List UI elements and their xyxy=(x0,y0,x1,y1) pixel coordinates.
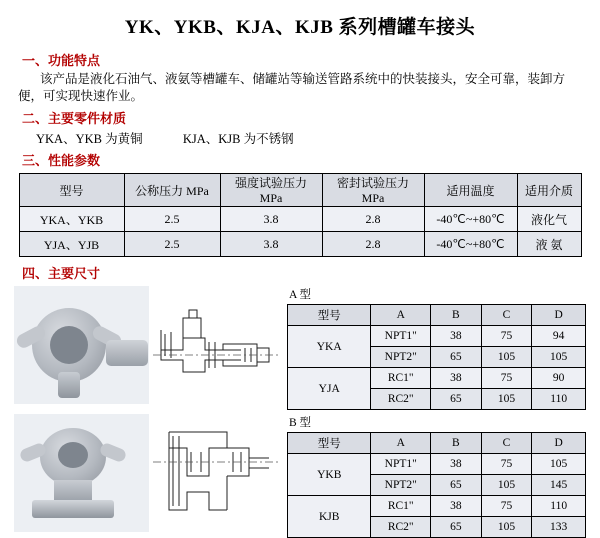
dim-a-r0-c4: 94 xyxy=(532,326,586,347)
dim-a-r1-c3: 105 xyxy=(481,347,532,368)
material-line xyxy=(36,129,586,147)
perf-r0-c0: YKA、YKB xyxy=(19,207,124,232)
material-left: YKA、YKB 为黄铜 xyxy=(36,132,143,146)
perf-col-1: 公称压力 MPa xyxy=(124,174,220,207)
dim-a-r2-model: YJA xyxy=(288,368,371,410)
table-row xyxy=(288,326,586,347)
dim-a-r2-c4: 90 xyxy=(532,368,586,389)
table-row xyxy=(288,454,586,475)
perf-col-4: 适用温度 xyxy=(424,174,517,207)
material-right: KJA、KJB 为不锈钢 xyxy=(182,132,294,146)
section-heading-features: 一、功能特点 xyxy=(22,53,101,68)
dim-b-r1-c3: 105 xyxy=(481,475,532,496)
perf-r0-c2: 3.8 xyxy=(220,207,322,232)
dim-a-r0-model: YKA xyxy=(288,326,371,368)
line-drawing-a-svg xyxy=(153,286,281,404)
perf-r1-c2: 3.8 xyxy=(220,232,322,257)
perf-col-3: 密封试验压力 MPa xyxy=(322,174,424,207)
dim-b-header-row xyxy=(288,433,586,454)
line-drawing-b xyxy=(153,414,281,532)
dimension-table-a xyxy=(287,304,586,410)
dim-b-r3-c3: 105 xyxy=(481,517,532,538)
perf-r1-c0: YJA、YJB xyxy=(19,232,124,257)
dim-b-r2-c4: 110 xyxy=(532,496,586,517)
dimension-group-a xyxy=(14,286,586,410)
dim-a-col-2: B xyxy=(431,305,482,326)
section-heading-dimensions: 四、主要尺寸 xyxy=(22,266,101,281)
dim-a-r0-c3: 75 xyxy=(481,326,532,347)
perf-col-2: 强度试验压力 MPa xyxy=(220,174,322,207)
perf-r1-c1: 2.5 xyxy=(124,232,220,257)
perf-col-0: 型号 xyxy=(19,174,124,207)
dim-b-r3-c2: 65 xyxy=(431,517,482,538)
performance-table-header-row xyxy=(19,174,581,207)
photo-b-bore xyxy=(58,442,88,468)
page-title: YK、YKB、KJA、KJB 系列槽罐车接头 xyxy=(124,17,476,38)
dim-a-r2-c3: 75 xyxy=(481,368,532,389)
photo-a-adapter xyxy=(106,340,148,366)
dim-a-r2-c1: RC1" xyxy=(371,368,431,389)
perf-r0-c3: 2.8 xyxy=(322,207,424,232)
dim-a-col-4: D xyxy=(532,305,586,326)
dim-b-r2-model: KJB xyxy=(288,496,371,538)
dim-b-r0-c1: NPT1" xyxy=(371,454,431,475)
dimension-table-b xyxy=(287,432,586,538)
dim-a-r0-c2: 38 xyxy=(431,326,482,347)
dim-b-col-2: B xyxy=(431,433,482,454)
photo-a-stem xyxy=(58,372,80,398)
line-drawing-a xyxy=(153,286,281,404)
perf-r0-c4: -40℃~+80℃ xyxy=(424,207,517,232)
dim-b-r1-c4: 145 xyxy=(532,475,586,496)
dim-a-header-row xyxy=(288,305,586,326)
photo-a-bore xyxy=(50,326,88,364)
table-row xyxy=(19,232,581,257)
dimension-group-b xyxy=(14,414,586,538)
section-heading-performance: 三、性能参数 xyxy=(22,153,101,168)
perf-r0-c1: 2.5 xyxy=(124,207,220,232)
dim-a-col-1: A xyxy=(371,305,431,326)
dim-b-r0-c2: 38 xyxy=(431,454,482,475)
perf-r1-c4: -40℃~+80℃ xyxy=(424,232,517,257)
dim-a-r1-c1: NPT2" xyxy=(371,347,431,368)
dim-b-r2-c1: RC1" xyxy=(371,496,431,517)
dim-b-r1-c2: 65 xyxy=(431,475,482,496)
dim-a-r1-c4: 105 xyxy=(532,347,586,368)
dim-a-r3-c2: 65 xyxy=(431,389,482,410)
dim-a-r3-c1: RC2" xyxy=(371,389,431,410)
dim-a-r2-c2: 38 xyxy=(431,368,482,389)
table-row xyxy=(288,368,586,389)
dim-b-col-1: A xyxy=(371,433,431,454)
dim-b-col-4: D xyxy=(532,433,586,454)
dim-a-r0-c1: NPT1" xyxy=(371,326,431,347)
dim-a-col-0: 型号 xyxy=(288,305,371,326)
dim-a-r3-c4: 110 xyxy=(532,389,586,410)
dim-a-r3-c3: 105 xyxy=(481,389,532,410)
dim-b-col-3: C xyxy=(481,433,532,454)
perf-r0-c5: 液化气 xyxy=(517,207,581,232)
section-heading-material: 二、主要零件材质 xyxy=(22,111,127,126)
dim-b-r0-c3: 75 xyxy=(481,454,532,475)
perf-r1-c3: 2.8 xyxy=(322,232,424,257)
line-drawing-b-svg xyxy=(153,414,281,532)
features-text: 该产品是液化石油气、液氨等槽罐车、储罐站等输送管路系统中的快装接头，安全可靠，装卸方便，可实现快速作业。 xyxy=(18,72,566,103)
dimension-table-b-wrap xyxy=(287,414,586,538)
perf-col-5: 适用介质 xyxy=(517,174,581,207)
dim-b-col-0: 型号 xyxy=(288,433,371,454)
dim-b-r3-c4: 133 xyxy=(532,517,586,538)
table-row xyxy=(288,496,586,517)
type-label-b: B 型 xyxy=(289,417,312,429)
dim-a-col-3: C xyxy=(481,305,532,326)
performance-table xyxy=(19,173,582,257)
product-photo-a xyxy=(14,286,149,404)
dim-b-r2-c3: 75 xyxy=(481,496,532,517)
perf-r1-c5: 液 氨 xyxy=(517,232,581,257)
dim-b-r3-c1: RC2" xyxy=(371,517,431,538)
dim-b-r2-c2: 38 xyxy=(431,496,482,517)
dim-a-r1-c2: 65 xyxy=(431,347,482,368)
product-photo-b xyxy=(14,414,149,532)
dimension-table-a-wrap xyxy=(287,286,586,410)
photo-b-flange xyxy=(32,500,114,518)
dim-b-r1-c1: NPT2" xyxy=(371,475,431,496)
photo-b-neck xyxy=(54,480,92,502)
dim-b-r0-c4: 105 xyxy=(532,454,586,475)
table-row xyxy=(19,207,581,232)
dim-b-r0-model: YKB xyxy=(288,454,371,496)
type-label-a: A 型 xyxy=(289,289,312,301)
